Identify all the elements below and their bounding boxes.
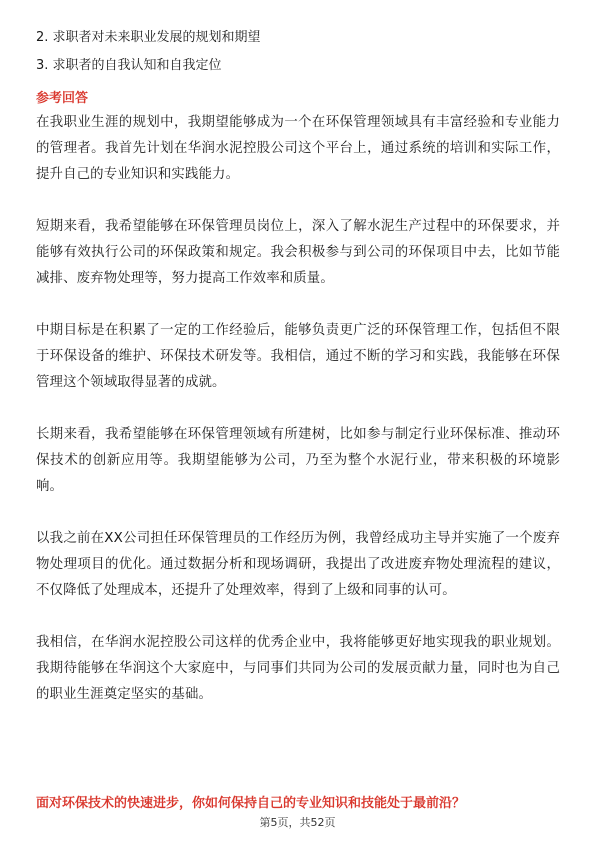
answer-paragraph-4: 长期来看，我希望能够在环保管理领域有所建树，比如参与制定行业环保标准、推动环保技术的创新应用等。我期望能够为公司，乃至为整个水泥行业，带来积极的环境影响。 [36,427,560,494]
answer-paragraph-3: 中期目标是在积累了一定的工作经验后，能够负责更广泛的环保管理工作，包括但不限于环保设备的维护、环保技术研发等。我相信，通过不断的学习和实践，我能够在环保管理这个领域取得显著的成就。 [36,323,560,390]
answer-body [36,110,560,734]
answer-paragraph-6: 我相信，在华润水泥控股公司这样的优秀企业中，我将能够更好地实现我的职业规划。我期待能够在华润这个大家庭中，与同事们共同为公司的发展贡献力量，同时也为自己的职业生涯奠定坚实的基础。 [36,635,560,702]
page-footer: 第5页，共52页 [259,816,336,829]
answer-paragraph-2: 短期来看，我希望能够在环保管理员岗位上，深入了解水泥生产过程中的环保要求，并能够有效执行公司的环保政策和规定。我会积极参与到公司的环保项目中去，比如节能减排、废弃物处理等，努力提高工作效率和质量。 [36,219,560,286]
answer-paragraph-5: 以我之前在XX公司担任环保管理员的工作经历为例，我曾经成功主导并实施了一个废弃物处理项目的优化。通过数据分析和现场调研，我提出了改进废弃物处理流程的建议，不仅降低了处理成本，还提升了处理效率，得到了上级和同事的认可。 [36,531,560,598]
reference-answer-heading: 参考回答 [36,91,89,106]
list-item-3: 3. 求职者的自我认知和自我定位 [36,58,222,73]
next-question-heading: 面对环保技术的快速进步，你如何保持自己的专业知识和技能处于最前沿？ [36,796,466,811]
list-item-2: 2. 求职者对未来职业发展的规划和期望 [36,30,261,45]
answer-paragraph-1: 在我职业生涯的规划中，我期望能够成为一个在环保管理领域具有丰富经验和专业能力的管理者。我首先计划在华润水泥控股公司这个平台上，通过系统的培训和实际工作，提升自己的专业知识和实践能力。 [36,115,560,182]
